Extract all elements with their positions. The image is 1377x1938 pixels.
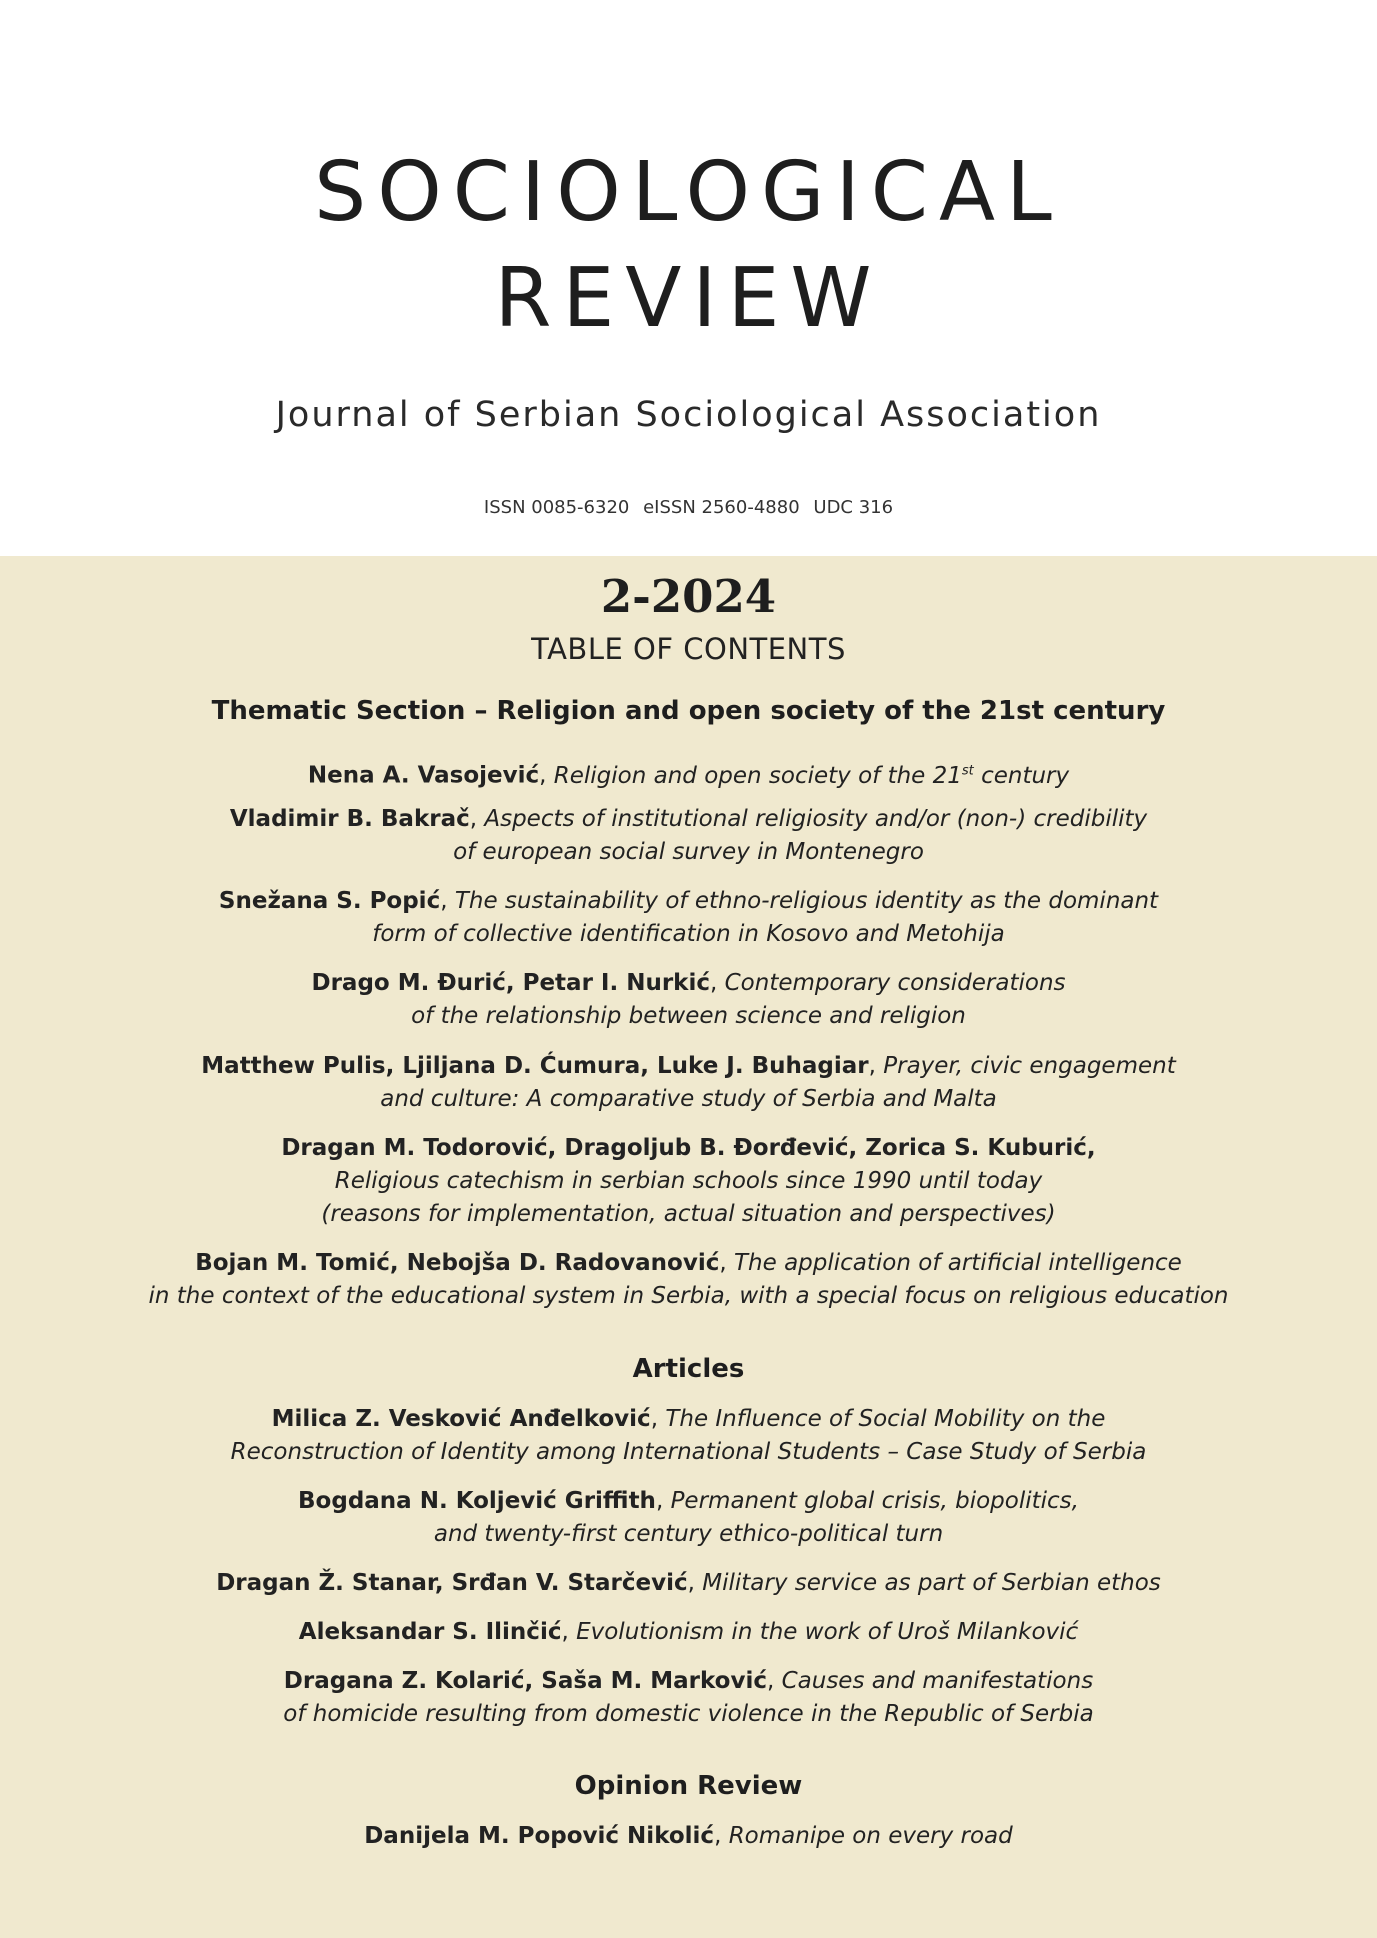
entry-title-line2: of european social survey in Montenegro: [453, 839, 924, 865]
entry-authors: Nena A. Vasojević: [307, 762, 540, 789]
toc-entry[interactable]: Dragan Ž. Stanar, Srđan V. Starčević, Military service as part of Serbian ethos: [216, 1570, 1161, 1596]
toc-entry[interactable]: Dragana Z. Kolarić, Saša M. Marković, Causes and manifestations of homicide resulting from domestic violence in the Republic of Serbia: [80, 1665, 1297, 1731]
toc-entry[interactable]: Snežana S. Popić, The sustainability of ethno-religious identity as the dominant form of collective identification in Kosovo and Metohija: [80, 885, 1297, 951]
issue-number: 2-2024: [600, 570, 777, 623]
eissn: eISSN 2560-4880: [643, 497, 800, 518]
entry-title-line2: in the context of the educational system in Serbia, with a special focus on religious education: [148, 1283, 1229, 1309]
journal-subtitle: Journal of Serbian Sociological Association: [275, 395, 1102, 435]
articles-section-heading: Articles: [632, 1354, 745, 1384]
entry-authors: Bojan M. Tomić, Nebojša D. Radovanović: [195, 1250, 720, 1276]
entry-authors: Drago M. Đurić, Petar I. Nurkić: [311, 970, 710, 996]
entry-title-line1: The Influence of Social Mobility on the: [665, 1406, 1106, 1432]
entry-title-line2: of homicide resulting from domestic violence in the Republic of Serbia: [283, 1701, 1094, 1727]
toc-entry[interactable]: Nena A. Vasojević, Religion and open society of the 21st century: [307, 762, 1070, 789]
journal-title-line1: SOCIOLOGICAL: [314, 145, 1063, 240]
entry-authors: Danijela M. Popović Nikolić: [364, 1823, 715, 1849]
entry-authors: Milica Z. Vesković Anđelković: [271, 1406, 651, 1432]
udc: UDC 316: [813, 497, 894, 518]
cover-header: [0, 0, 1377, 556]
entry-title-line1: Aspects of institutional religiosity and/or (non-) credibility: [484, 806, 1148, 832]
entry-authors: Snežana S. Popić: [218, 888, 441, 914]
entry-title-line2: and twenty-first century ethico-political turn: [433, 1521, 944, 1547]
entry-authors: Dragan M. Todorović, Dragoljub B. Đorđević, Zorica S. Kuburić,: [281, 1135, 1096, 1161]
entry-title-line1: Permanent global crisis, biopolitics,: [670, 1488, 1079, 1514]
toc-entry[interactable]: Aleksandar S. Ilinčić, Evolutionism in the work of Uroš Milanković: [298, 1619, 1079, 1645]
thematic-section-heading: Thematic Section – Religion and open society of the 21st century: [211, 696, 1166, 726]
entry-title-sup: st: [961, 763, 974, 778]
opinion-section-heading: Opinion Review: [574, 1771, 803, 1801]
entry-title-part: century: [973, 762, 1070, 789]
toc-entry[interactable]: [80, 1132, 1297, 1231]
entry-authors: Dragan Ž. Stanar, Srđan V. Starčević: [216, 1570, 688, 1596]
entry-title-part: Religion and open society of the 21: [553, 762, 962, 789]
entry-title-line1: Evolutionism in the work of Uroš Milanković: [576, 1619, 1079, 1645]
journal-title-line2: REVIEW: [494, 251, 883, 346]
toc-entry[interactable]: Matthew Pulis, Ljiljana D. Ćumura, Luke J. Buhagiar, Prayer, civic engagement and culture: A comparative study of Serbia and Malta: [80, 1050, 1297, 1116]
entry-title-line1: The application of artificial intelligence: [733, 1250, 1182, 1276]
issn: ISSN 0085-6320: [483, 497, 630, 518]
toc-heading: TABLE OF CONTENTS: [531, 632, 846, 666]
toc-entry[interactable]: Bojan M. Tomić, Nebojša D. Radovanović, The application of artificial intelligence in the context of the educational system in Serbia, with a special focus on religious education: [80, 1247, 1297, 1313]
toc-entry[interactable]: Vladimir B. Bakrač, Aspects of institutional religiosity and/or (non-) credibility of european social survey in Montenegro: [80, 803, 1297, 869]
entry-title-line1: Prayer, civic engagement: [883, 1053, 1176, 1079]
toc-entry[interactable]: Milica Z. Vesković Anđelković, The Influence of Social Mobility on the Reconstruction of Identity among International Students – Case Study of Serbia: [80, 1403, 1297, 1469]
entry-title-line1: Causes and manifestations: [781, 1668, 1094, 1694]
entry-authors: Vladimir B. Bakrač: [229, 806, 470, 832]
entry-title-line2: Reconstruction of Identity among International Students – Case Study of Serbia: [230, 1439, 1147, 1465]
entry-title-line2: (reasons for implementation, actual situation and perspectives): [321, 1201, 1056, 1227]
entry-authors: Dragana Z. Kolarić, Saša M. Marković: [283, 1668, 767, 1694]
toc-entry[interactable]: Danijela M. Popović Nikolić, Romanipe on every road: [364, 1823, 1013, 1849]
entry-title-line2: of the relationship between science and religion: [411, 1003, 966, 1029]
toc-entry[interactable]: Bogdana N. Koljević Griffith, Permanent global crisis, biopolitics, and twenty-first century ethico-political turn: [80, 1485, 1297, 1551]
entry-title-line2: form of collective identification in Kosovo and Metohija: [372, 921, 1005, 947]
toc-entry[interactable]: Drago M. Đurić, Petar I. Nurkić, Contemporary considerations of the relationship between science and religion: [80, 967, 1297, 1033]
entry-authors: Bogdana N. Koljević Griffith: [298, 1488, 656, 1514]
entry-title-line2: and culture: A comparative study of Serbia and Malta: [380, 1086, 997, 1112]
entry-title-line1: Romanipe on every road: [728, 1823, 1013, 1849]
entry-title-line1: The sustainability of ethno-religious identity as the dominant: [454, 888, 1159, 914]
entry-title: [554, 763, 1069, 789]
entry-title-line1: Military service as part of Serbian ethos: [702, 1570, 1161, 1596]
entry-title-line1: Religious catechism in serbian schools since 1990 until today: [334, 1168, 1043, 1194]
issn-line: [0, 497, 1377, 518]
entry-authors: Matthew Pulis, Ljiljana D. Ćumura, Luke J. Buhagiar: [201, 1053, 869, 1079]
table-of-contents-panel: [0, 556, 1377, 1938]
entry-title-line1: Contemporary considerations: [724, 970, 1066, 996]
entry-authors: Aleksandar S. Ilinčić: [298, 1619, 562, 1645]
